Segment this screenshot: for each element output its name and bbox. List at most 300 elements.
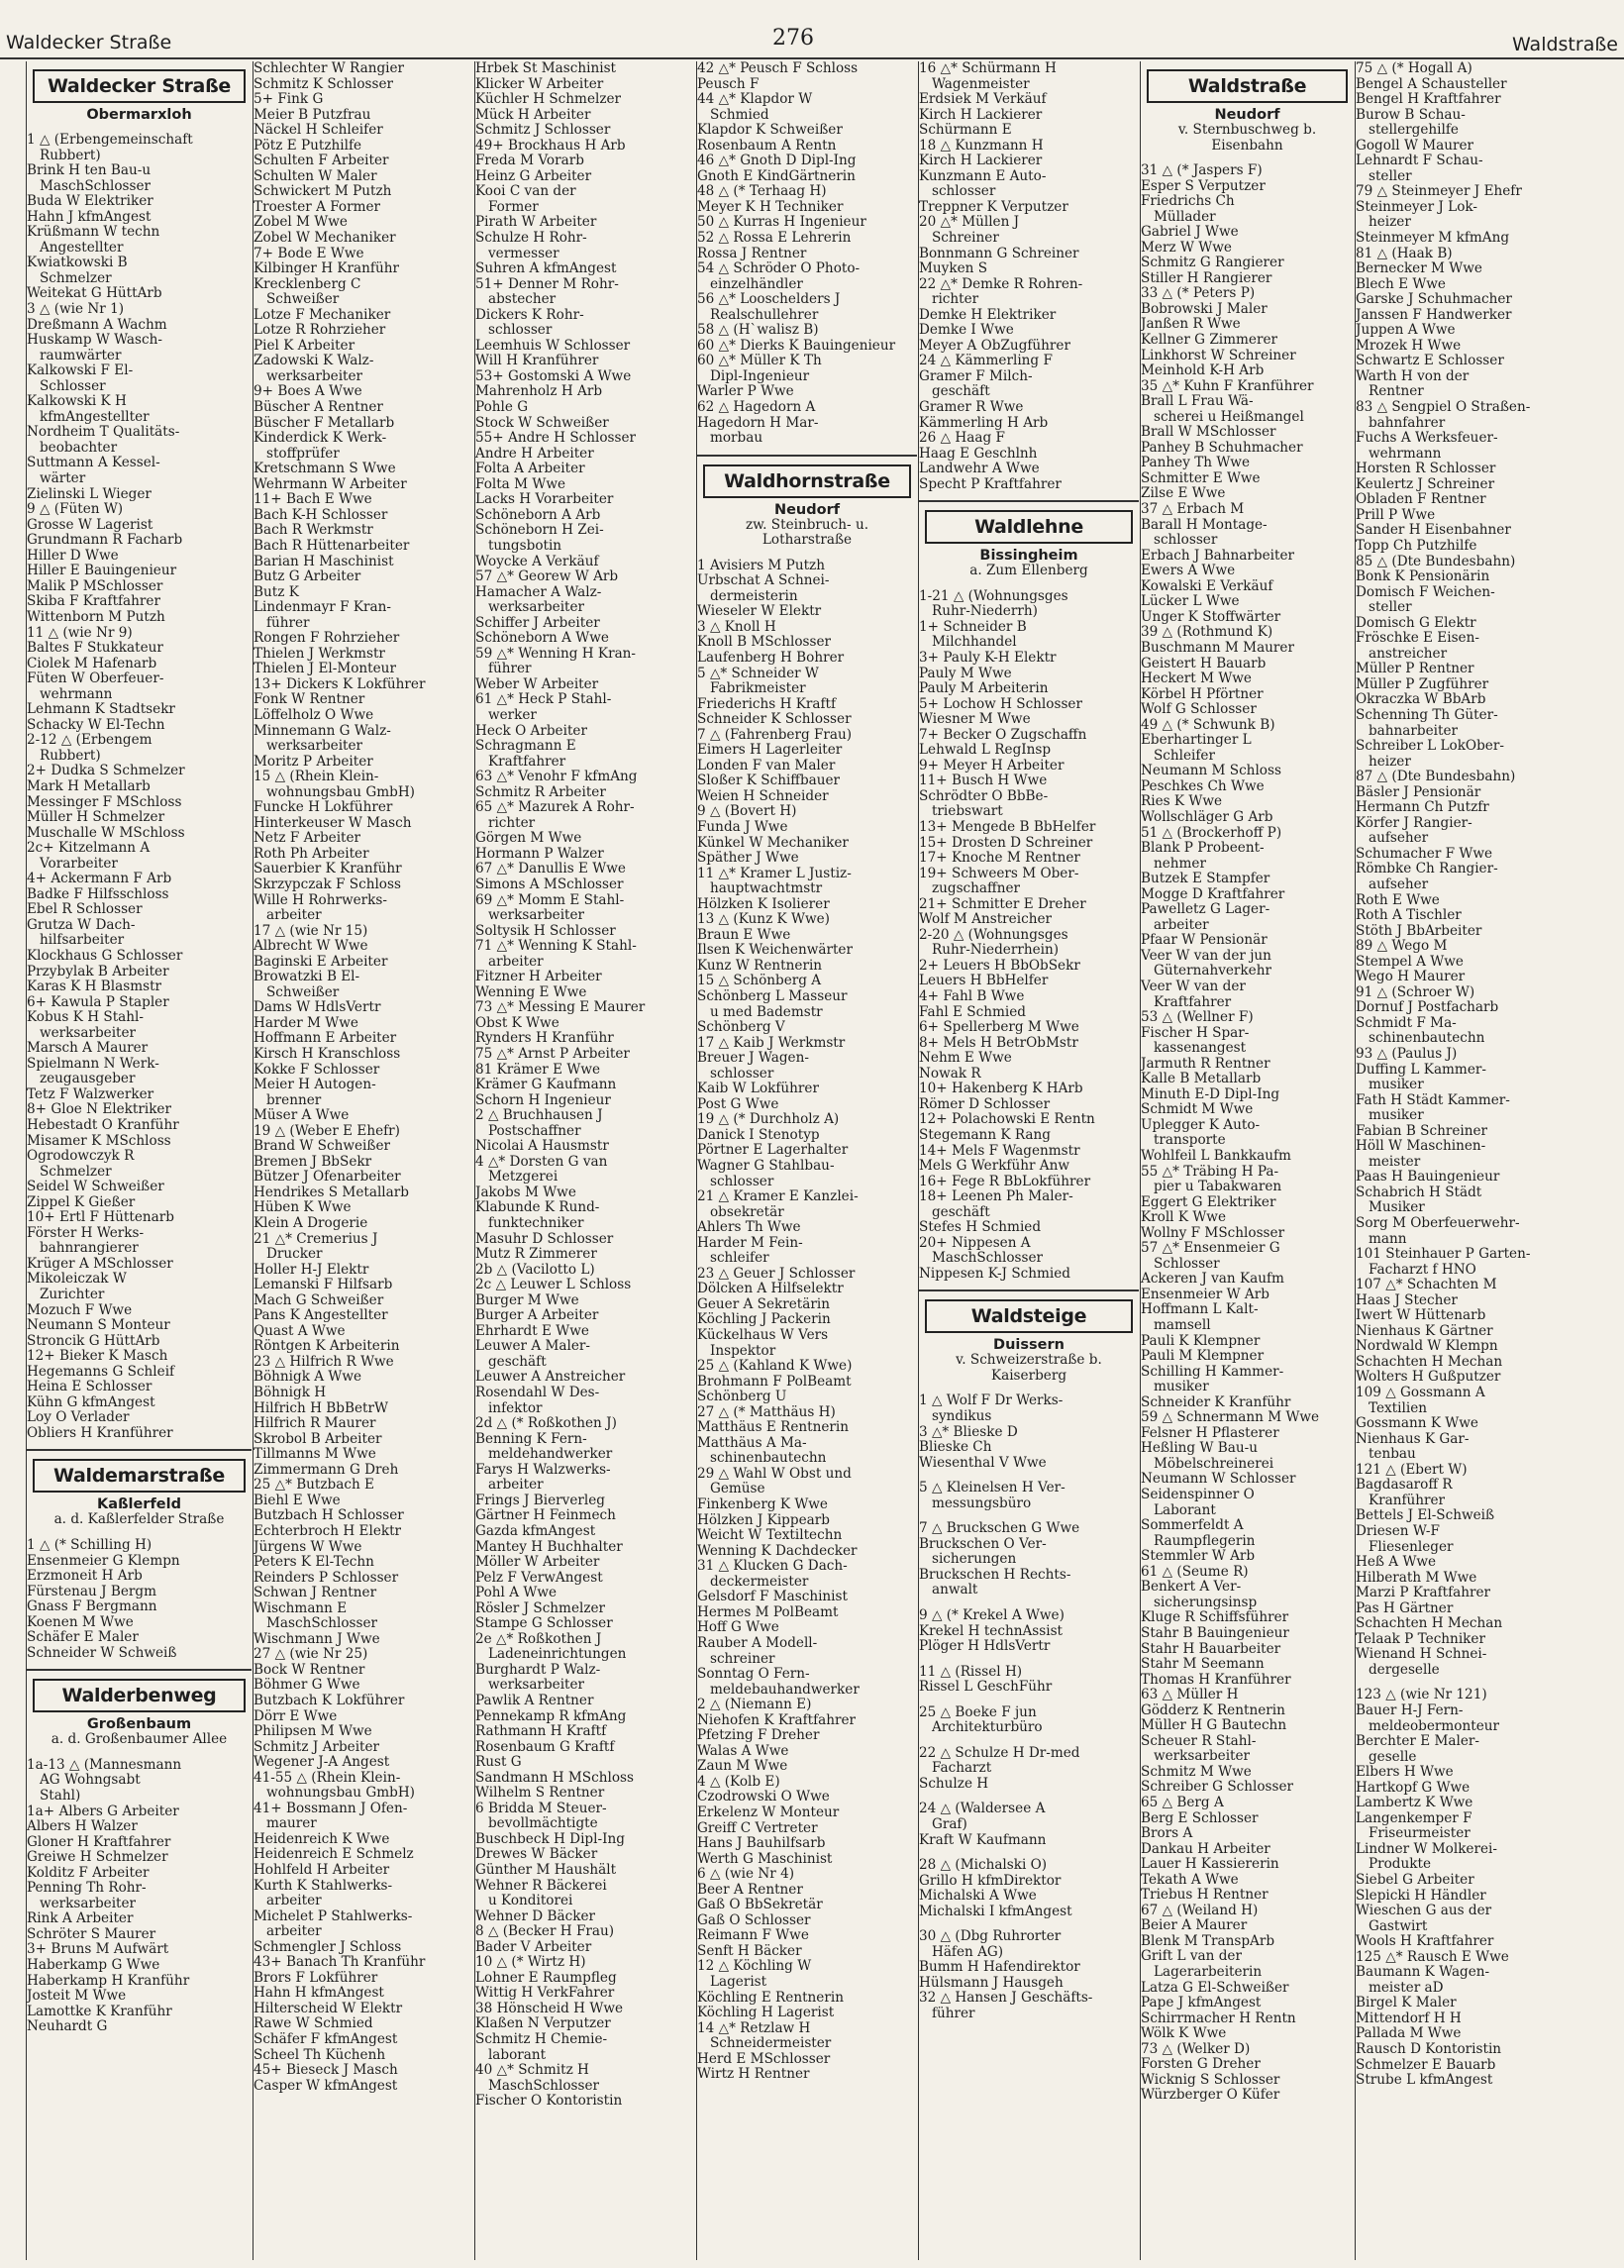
- directory-entry: Baumann K Wagen-: [1356, 1965, 1490, 1981]
- directory-entry: Senft H Bäcker: [697, 1943, 802, 1959]
- directory-entry: Ogrodowczyk R: [27, 1149, 135, 1165]
- directory-entry: Rink A Arbeiter: [27, 1911, 134, 1927]
- directory-entry: bahnfahrer: [1356, 415, 1446, 431]
- directory-entry: 7 △ Bruckschen G Wwe: [919, 1521, 1080, 1537]
- directory-entry: 5+ Fink G: [254, 92, 324, 108]
- directory-entry: schlosser: [919, 184, 996, 200]
- directory-entry: 41-55 △ (Rhein Klein-: [254, 1770, 401, 1786]
- section-divider: [919, 1289, 1139, 1291]
- directory-entry: Metzgerei: [475, 1170, 558, 1186]
- directory-entry: heizer: [1356, 215, 1411, 231]
- directory-entry: obsekretär: [697, 1204, 784, 1220]
- directory-entry: Jarmuth R Rentner: [1141, 1056, 1270, 1072]
- directory-entry: Troester A Former: [254, 199, 381, 215]
- directory-entry: Schmitz H Chemie-: [475, 2032, 608, 2047]
- directory-entry: 11+ Busch H Wwe: [919, 773, 1048, 789]
- directory-entry: Landwehr A Wwe: [919, 462, 1040, 477]
- directory-entry: Seidenspinner O: [1141, 1488, 1255, 1503]
- directory-entry: Schmelzer: [27, 1164, 112, 1180]
- directory-entry: Nippesen K-J Schmied: [919, 1266, 1070, 1282]
- directory-entry: Blieske Ch: [919, 1440, 992, 1456]
- directory-entry: 53+ Gostomski A Wwe: [475, 368, 632, 384]
- directory-entry: Büscher A Rentner: [254, 400, 383, 416]
- directory-entry: Wolters H Gußputzer: [1356, 1370, 1501, 1386]
- directory-entry: 54 △ Schröder O Photo-: [697, 261, 861, 277]
- directory-entry: Bagdasaroff R: [1356, 1478, 1453, 1494]
- directory-entry: wehrmann: [1356, 446, 1442, 462]
- directory-entry: Fuchs A Werksfeuer-: [1356, 431, 1498, 447]
- directory-entry: Folta A Arbeiter: [475, 462, 585, 477]
- directory-entry: Kalle B Metallarb: [1141, 1072, 1262, 1087]
- directory-entry: 63 △* Venohr F kfmAng: [475, 770, 638, 785]
- directory-entry: Ries K Wwe: [1141, 794, 1223, 810]
- directory-entry: Soltysik H Schlosser: [475, 923, 616, 939]
- directory-entry: Postschaffner: [475, 1123, 581, 1139]
- directory-entry: Schacky W El-Techn: [27, 717, 165, 733]
- district-name: Neudorf: [773, 501, 841, 518]
- directory-entry: Gloner H Kraftfahrer: [27, 1834, 171, 1850]
- directory-entry: 2d △ (* Roßkothen J): [475, 1416, 617, 1432]
- directory-entry: laborant: [475, 2047, 547, 2063]
- directory-column-7: [1355, 61, 1619, 2260]
- directory-entry: Lemanski F Hilfsarb: [254, 1278, 393, 1293]
- directory-entry: 17 △ (wie Nr 15): [254, 923, 368, 939]
- directory-entry: Buschmann M Maurer: [1141, 640, 1294, 656]
- directory-entry: 6 △ (wie Nr 4): [697, 1867, 795, 1883]
- directory-entry: 13 △ (Kunz K Wwe): [697, 912, 830, 928]
- directory-entry: Römbke Ch Rangier-: [1356, 862, 1498, 877]
- directory-entry: Laufenberg H Bohrer: [697, 650, 845, 666]
- directory-entry: Bremen J BbSekr: [254, 1154, 372, 1170]
- directory-entry: Grillo H kfmDirektor: [919, 1873, 1062, 1889]
- directory-entry: Brall L Frau Wä-: [1141, 394, 1254, 410]
- directory-entry: Haag E Geschlnh: [919, 446, 1038, 462]
- directory-entry: einzelhändler: [697, 276, 803, 292]
- street-heading: Waldsteige: [925, 1299, 1133, 1333]
- directory-entry: Pennekamp R kfmAng: [475, 1708, 627, 1724]
- directory-entry: Lindenmayr F Kran-: [254, 600, 391, 616]
- directory-entry: Hahn H kfmAngest: [254, 1986, 384, 2002]
- directory-entry: Füten W Oberfeuer-: [27, 671, 164, 687]
- directory-entry: Urbschat A Schnei-: [697, 573, 830, 589]
- directory-entry: 107 △* Schachten M: [1356, 1278, 1497, 1293]
- spacer: [27, 123, 252, 133]
- street-location: v. Sternbuschweg b.: [1177, 122, 1317, 138]
- directory-entry: Ackeren J van Kaufm: [1141, 1272, 1284, 1288]
- directory-entry: Dams W HdlsVertr: [254, 1000, 381, 1016]
- street-heading: Walderbenweg: [33, 1679, 246, 1712]
- directory-entry: Prill P Wwe: [1356, 507, 1436, 523]
- spacer: [919, 579, 1139, 589]
- directory-entry: Mittendorf H H: [1356, 2010, 1462, 2026]
- directory-entry: Hinterkeuser W Masch: [254, 815, 412, 831]
- directory-entry: Hebestadt O Kranführ: [27, 1118, 179, 1133]
- directory-entry: Barall H Montage-: [1141, 517, 1268, 533]
- directory-entry: 20+ Nippesen A: [919, 1235, 1031, 1251]
- directory-entry: Panhey B Schuhmacher: [1141, 440, 1303, 456]
- directory-entry: Wienand H Schnei-: [1356, 1647, 1487, 1663]
- directory-entry: Juppen A Wwe: [1356, 323, 1456, 339]
- directory-entry: u Konditorei: [475, 1894, 573, 1909]
- directory-entry: Müller H Schmelzer: [27, 810, 165, 826]
- directory-entry: Kraftfahrer: [475, 754, 566, 770]
- directory-entry: 19 △ (* Durchholz A): [697, 1112, 840, 1128]
- directory-entry: Römer D Schlosser: [919, 1096, 1051, 1112]
- directory-entry: führer: [475, 662, 532, 677]
- directory-entry: Schlosser: [27, 378, 106, 394]
- directory-entry: 10 △ (* Wirtz H): [475, 1955, 586, 1971]
- directory-entry: Holler H-J Elektr: [254, 1262, 369, 1278]
- directory-entry: MaschSchlosser: [475, 2078, 600, 2094]
- directory-entry: 23 △ Geuer J Schlosser: [697, 1266, 856, 1282]
- directory-entry: Möller W Arbeiter: [475, 1555, 600, 1571]
- directory-entry: Pape J kfmAngest: [1141, 1996, 1262, 2011]
- directory-entry: Janßen R Wwe: [1141, 317, 1241, 333]
- page-number: 276: [772, 26, 814, 51]
- directory-entry: Burger A Arbeiter: [475, 1308, 599, 1324]
- directory-entry: 35 △* Kuhn F Kranführer: [1141, 378, 1314, 394]
- street-heading: Waldemarstraße: [33, 1459, 246, 1493]
- directory-entry: Obliers H Kranführer: [27, 1425, 173, 1441]
- directory-entry: Heß A Wwe: [1356, 1555, 1437, 1571]
- directory-entry: Warth H von der: [1356, 368, 1470, 384]
- directory-entry: raumwärter: [27, 348, 122, 363]
- directory-entry: Simons A MSchlosser: [475, 876, 624, 892]
- directory-entry: Biehl E Wwe: [254, 1493, 341, 1508]
- directory-entry: Klapdor K Schweißer: [697, 123, 843, 139]
- directory-entry: Mikoleiczak W: [27, 1272, 127, 1288]
- directory-entry: Thielen J El-Monteur: [254, 662, 396, 677]
- directory-entry: Bernecker M Wwe: [1356, 261, 1482, 277]
- directory-entry: Facharzt f HNO: [1356, 1262, 1476, 1278]
- directory-entry: Möbelschreinerei: [1141, 1456, 1274, 1472]
- directory-entry: 2 △ Bruchhausen J: [475, 1108, 603, 1124]
- directory-entry: 15 △ (Rhein Klein-: [254, 770, 379, 785]
- directory-entry: Grundmann R Facharb: [27, 533, 183, 549]
- district-name: Bissingheim: [979, 548, 1078, 565]
- directory-entry: 24 △ (Waldersee A: [919, 1802, 1046, 1817]
- directory-entry: Schulze H Rohr-: [475, 231, 587, 247]
- district-name: Obermarxloh: [86, 107, 192, 123]
- directory-entry: Rausch D Kontoristin: [1356, 2042, 1502, 2057]
- directory-entry: Schragmann E: [475, 739, 576, 755]
- directory-entry: Suttmann A Kessel-: [27, 456, 160, 471]
- directory-entry: Fath H Städt Kammer-: [1356, 1092, 1510, 1108]
- directory-entry: Schmitz K Schlosser: [254, 76, 394, 92]
- directory-entry: Fitzner H Arbeiter: [475, 970, 602, 985]
- directory-entry: Roth E Wwe: [1356, 892, 1440, 908]
- directory-entry: 3 △ (wie Nr 1): [27, 302, 125, 318]
- directory-entry: Hoffmann L Kalt-: [1141, 1302, 1259, 1318]
- directory-entry: Eimers H Lagerleiter: [697, 743, 843, 759]
- directory-entry: Heßling W Bau-u: [1141, 1441, 1258, 1457]
- directory-entry: Mrozek H Wwe: [1356, 338, 1462, 354]
- directory-entry: führer: [254, 615, 310, 631]
- directory-entry: Kirsch H Kranschloss: [254, 1047, 401, 1062]
- directory-entry: Schmidt M Wwe: [1141, 1102, 1254, 1118]
- directory-entry: Lohner E Raumpfleg: [475, 1970, 617, 1986]
- directory-entry: arbeiter: [254, 908, 322, 924]
- directory-entry: dermeisterin: [697, 588, 798, 604]
- directory-entry: Marsch A Maurer: [27, 1041, 149, 1057]
- directory-entry: Zurichter: [27, 1288, 105, 1303]
- street-location: a. Zum Ellenberg: [969, 563, 1088, 579]
- directory-entry: 49+ Brockhaus H Arb: [475, 138, 626, 154]
- directory-entry: 67 △ (Weiland H): [1141, 1903, 1259, 1918]
- directory-entry: Görgen M Wwe: [475, 831, 582, 847]
- directory-entry: 52 △ Rossa E Lehrerin: [697, 231, 852, 247]
- directory-entry: Güternahverkehr: [1141, 964, 1271, 979]
- directory-entry: Müller P Rentner: [1356, 662, 1474, 677]
- directory-entry: Stegemann K Rang: [919, 1127, 1051, 1143]
- directory-entry: Sonntag O Fern-: [697, 1667, 810, 1683]
- directory-entry: Bach R Werkmstr: [254, 523, 373, 539]
- directory-entry: 1+ Schneider B: [919, 619, 1027, 635]
- directory-entry: Strube L kfmAngest: [1356, 2073, 1493, 2089]
- directory-entry: Pauly M Wwe: [919, 666, 1012, 681]
- directory-entry: Ruhr-Niederrhein): [919, 943, 1060, 959]
- directory-entry: u med Bademstr: [697, 1004, 823, 1020]
- directory-entry: Penning Th Rohr-: [27, 1881, 147, 1897]
- directory-entry: Rust G: [475, 1755, 522, 1771]
- directory-entry: 50 △ Kurras H Ingenieur: [697, 215, 866, 231]
- directory-entry: deckermeister: [697, 1574, 809, 1590]
- directory-entry: Schöneborn A Wwe: [475, 631, 609, 647]
- page-header: [0, 0, 1624, 59]
- directory-entry: Freda M Vorarb: [475, 154, 584, 169]
- directory-entry: Piel K Arbeiter: [254, 338, 355, 354]
- directory-entry: 42 △* Peusch F Schloss: [697, 61, 859, 76]
- directory-entry: funktechniker: [475, 1216, 584, 1232]
- directory-entry: steller: [1356, 168, 1412, 184]
- directory-entry: 1 Avisiers M Putzh: [697, 558, 825, 573]
- directory-entry: 56 △* Looschelders J: [697, 292, 841, 308]
- directory-entry: Scheel Th Küchenh: [254, 2047, 386, 2063]
- directory-entry: Schumacher F Wwe: [1356, 846, 1493, 862]
- directory-entry: werksarbeiter: [254, 368, 363, 384]
- directory-entry: Przybylak B Arbeiter: [27, 964, 169, 979]
- section-divider: [697, 455, 917, 457]
- directory-entry: werksarbeiter: [475, 600, 585, 616]
- directory-entry: Demke H Elektriker: [919, 307, 1057, 323]
- directory-entry: Buschbeck H Dipl-Ing: [475, 1831, 625, 1847]
- directory-entry: Schrödter O BbBe-: [919, 788, 1049, 804]
- directory-entry: Rynders H Kranführ: [475, 1031, 614, 1047]
- directory-entry: Wegener J-A Angest: [254, 1755, 390, 1771]
- directory-entry: 15+ Drosten D Schreiner: [919, 835, 1093, 851]
- directory-entry: Kurth K Stahlwerks-: [254, 1878, 393, 1894]
- directory-entry: Produkte: [1356, 1857, 1431, 1873]
- directory-entry: Will H Kranführer: [475, 354, 599, 369]
- directory-entry: Wilhelm S Rentner: [475, 1786, 605, 1802]
- directory-entry: 2 △ (Niemann E): [697, 1698, 812, 1713]
- directory-entry: maurer: [254, 1816, 317, 1832]
- directory-entry: Hoff G Wwe: [697, 1620, 779, 1636]
- directory-entry: 40 △* Schmitz H: [475, 2063, 589, 2079]
- directory-entry: Rissel L GeschFühr: [919, 1680, 1053, 1696]
- directory-entry: Wehrmann W Arbeiter: [254, 476, 407, 492]
- directory-entry: Pallada M Wwe: [1356, 2026, 1462, 2042]
- directory-entry: 9 △ (Füten W): [27, 502, 124, 518]
- directory-entry: Nordwald W Klempn: [1356, 1339, 1498, 1355]
- directory-entry: 101 Steinhauer P Garten-: [1356, 1247, 1531, 1263]
- directory-entry: Pohle G: [475, 400, 529, 416]
- directory-entry: Hagedorn H Mar-: [697, 415, 819, 431]
- directory-entry: 3+ Pauly K-H Elektr: [919, 651, 1057, 666]
- directory-entry: 9 △ (Bovert H): [697, 804, 797, 820]
- directory-entry: Treppner K Verputzer: [919, 199, 1068, 215]
- directory-entry: 123 △ (wie Nr 121): [1356, 1688, 1487, 1703]
- directory-entry: Felsner H Pflasterer: [1141, 1425, 1279, 1441]
- directory-entry: Drewes W Bäcker: [475, 1847, 598, 1863]
- directory-entry: 11+ Bach E Wwe: [254, 492, 372, 508]
- directory-entry: Lehmann K Stadtsekr: [27, 702, 175, 718]
- directory-entry: Geuer A Sekretärin: [697, 1296, 830, 1312]
- directory-entry: Hilfrich H BbBetrW: [254, 1400, 388, 1416]
- directory-entry: Sommerfeldt A: [1141, 1518, 1244, 1534]
- directory-entry: Dölcken A Hilfselektr: [697, 1282, 844, 1297]
- directory-entry: 2+ Dudka S Schmelzer: [27, 764, 185, 779]
- directory-entry: Hendrikes S Metallarb: [254, 1185, 409, 1200]
- directory-entry: 1a-13 △ (Mannesmann: [27, 1757, 182, 1773]
- directory-entry: Sloßer K Schiffbauer: [697, 773, 841, 789]
- directory-entry: Rosenbaum A Rentn: [697, 138, 837, 154]
- directory-entry: 121 △ (Ebert W): [1356, 1462, 1468, 1478]
- directory-entry: Gastwirt: [1356, 1918, 1428, 1934]
- directory-entry: Löffelholz O Wwe: [254, 707, 374, 723]
- directory-entry: Bauer H-J Fern-: [1356, 1702, 1464, 1718]
- directory-entry: Lehwald L RegInsp: [919, 743, 1052, 759]
- directory-entry: Lamottke K Kranführ: [27, 2004, 172, 2019]
- directory-entry: Schmitter E Wwe: [1141, 470, 1261, 486]
- directory-entry: Schmitz G Rangierer: [1141, 256, 1284, 271]
- directory-entry: 17 △ Kaib J Werkmstr: [697, 1035, 846, 1051]
- directory-entry: Reinders P Schlosser: [254, 1570, 399, 1586]
- directory-entry: Bonk K Pensionärin: [1356, 569, 1490, 585]
- directory-entry: Haberkamp H Kranführ: [27, 1973, 190, 1989]
- directory-entry: Pötz E Putzhilfe: [254, 138, 362, 154]
- directory-entry: Kraftfahrer: [1141, 994, 1232, 1010]
- directory-entry: Heidenreich E Schmelz: [254, 1847, 414, 1863]
- directory-entry: Leemhuis W Schlosser: [475, 338, 631, 354]
- directory-entry: Masuhr D Schlosser: [475, 1231, 614, 1247]
- directory-entry: Hilterscheid W Elektr: [254, 2001, 403, 2016]
- directory-entry: Lotze F Mechaniker: [254, 307, 391, 323]
- directory-entry: Karas K H Blasmstr: [27, 979, 162, 995]
- directory-entry: 3+ Bruns M Aufwärt: [27, 1942, 169, 1958]
- directory-entry: 16+ Fege R BbLokführer: [919, 1174, 1091, 1189]
- directory-entry: 27 △ (* Matthäus H): [697, 1404, 836, 1420]
- directory-entry: MaschSchlosser: [254, 1616, 378, 1632]
- directory-entry: Lücker L Wwe: [1141, 594, 1240, 610]
- directory-entry: schinenbautechn: [697, 1451, 827, 1467]
- directory-entry: 125 △* Rausch E Wwe: [1356, 1949, 1509, 1965]
- directory-entry: sicherungsinsp: [1141, 1595, 1258, 1610]
- directory-entry: Hegemanns G Schleif: [27, 1364, 175, 1380]
- directory-entry: Kranführer: [1356, 1493, 1446, 1508]
- directory-entry: Stempel A Wwe: [1356, 954, 1464, 970]
- directory-entry: Nienhaus K Gärtner: [1356, 1323, 1493, 1339]
- directory-entry: Kückelhaus W Vers: [697, 1328, 829, 1344]
- directory-entry: 7+ Becker O Zugschaffn: [919, 727, 1087, 743]
- directory-entry: Rongen F Rohrzieher: [254, 631, 400, 647]
- directory-entry: werksarbeiter: [27, 1896, 137, 1911]
- directory-entry: richter: [919, 292, 979, 308]
- directory-entry: führer: [919, 2007, 975, 2022]
- directory-entry: Butzbach K Lokführer: [254, 1693, 405, 1708]
- directory-entry: 60 △* Dierks K Bauingenieur: [697, 338, 896, 354]
- directory-entry: Mels G Werkführ Anw: [919, 1159, 1069, 1175]
- directory-column-6: [1140, 61, 1354, 2260]
- directory-entry: arbeiter: [254, 1894, 322, 1909]
- directory-entry: Reimann F Wwe: [697, 1928, 809, 1944]
- directory-entry: Blenk M TranspArb: [1141, 1933, 1275, 1949]
- directory-entry: Schachten H Mechan: [1356, 1354, 1503, 1370]
- directory-entry: 2-12 △ (Erbengem: [27, 733, 152, 749]
- directory-entry: Hüben K Wwe: [254, 1200, 352, 1216]
- directory-entry: Schmitz J Arbeiter: [254, 1739, 380, 1755]
- directory-entry: nehmer: [1141, 856, 1206, 872]
- directory-entry: Pörtner E Lagerhalter: [697, 1143, 849, 1159]
- directory-entry: Benning K Fern-: [475, 1431, 587, 1447]
- directory-entry: Breuer J Wagen-: [697, 1051, 809, 1067]
- directory-entry: Stemmler W Arb: [1141, 1549, 1256, 1565]
- directory-entry: Textilien: [1356, 1400, 1427, 1416]
- district-name: Kaßlerfeld: [97, 1496, 181, 1513]
- directory-entry: Hans J Bauhilfsarb: [697, 1836, 826, 1852]
- directory-entry: 1 △ (Erbengemeinschaft: [27, 133, 193, 148]
- directory-entry: stellergehilfe: [1356, 123, 1459, 139]
- directory-entry: Neumann W Schlosser: [1141, 1472, 1296, 1488]
- directory-entry: Nicolai A Hausmstr: [475, 1139, 609, 1155]
- directory-entry: Rauber A Modell-: [697, 1635, 818, 1651]
- directory-entry: Kowalski E Verkäuf: [1141, 578, 1273, 594]
- directory-entry: Klicker W Arbeiter: [475, 76, 604, 92]
- directory-entry: Beier A Maurer: [1141, 1918, 1248, 1934]
- directory-entry: werksarbeiter: [475, 908, 585, 924]
- directory-entry: Barian H Maschinist: [254, 554, 394, 569]
- directory-entry: pier u Tabakwaren: [1141, 1180, 1282, 1195]
- directory-entry: Leuwer A Anstreicher: [475, 1370, 626, 1386]
- directory-entry: 8+ Gloe N Elektriker: [27, 1102, 171, 1118]
- directory-entry: Badke F Hilfsschloss: [27, 886, 169, 902]
- directory-entry: Topp Ch Putzhilfe: [1356, 538, 1477, 554]
- directory-entry: Ladeneinrichtungen: [475, 1647, 627, 1663]
- directory-entry: Blank P Probeent-: [1141, 841, 1265, 857]
- directory-entry: 44 △* Klapdor W: [697, 92, 813, 108]
- directory-entry: bevollmächtigte: [475, 1816, 598, 1832]
- directory-entry: syndikus: [919, 1408, 992, 1424]
- directory-column-5: [918, 61, 1139, 2260]
- directory-entry: Walas A Wwe: [697, 1743, 789, 1759]
- directory-entry: Werth G Maschinist: [697, 1851, 833, 1867]
- directory-entry: Schiffer J Arbeiter: [475, 615, 600, 631]
- directory-entry: schlosser: [475, 323, 553, 339]
- directory-entry: Janssen F Handwerker: [1356, 307, 1512, 323]
- directory-entry: Gödderz K Rentnerin: [1141, 1702, 1285, 1718]
- directory-entry: Duffing L Kammer-: [1356, 1062, 1486, 1078]
- directory-entry: Fabrikmeister: [697, 681, 806, 697]
- directory-entry: Esper S Verputzer: [1141, 178, 1266, 194]
- directory-entry: Müller H G Bautechn: [1141, 1718, 1287, 1734]
- directory-entry: Hohlfeld H Arbeiter: [254, 1862, 390, 1878]
- directory-entry: Fliesenleger: [1356, 1539, 1454, 1555]
- directory-entry: Lagerarbeiterin: [1141, 1964, 1263, 1980]
- directory-entry: Pawlik A Rentner: [475, 1693, 594, 1708]
- directory-entry: Bonnmann G Schreiner: [919, 246, 1079, 261]
- directory-entry: 21+ Schmitter E Dreher: [919, 896, 1086, 912]
- directory-entry: Schulze H: [919, 1776, 989, 1792]
